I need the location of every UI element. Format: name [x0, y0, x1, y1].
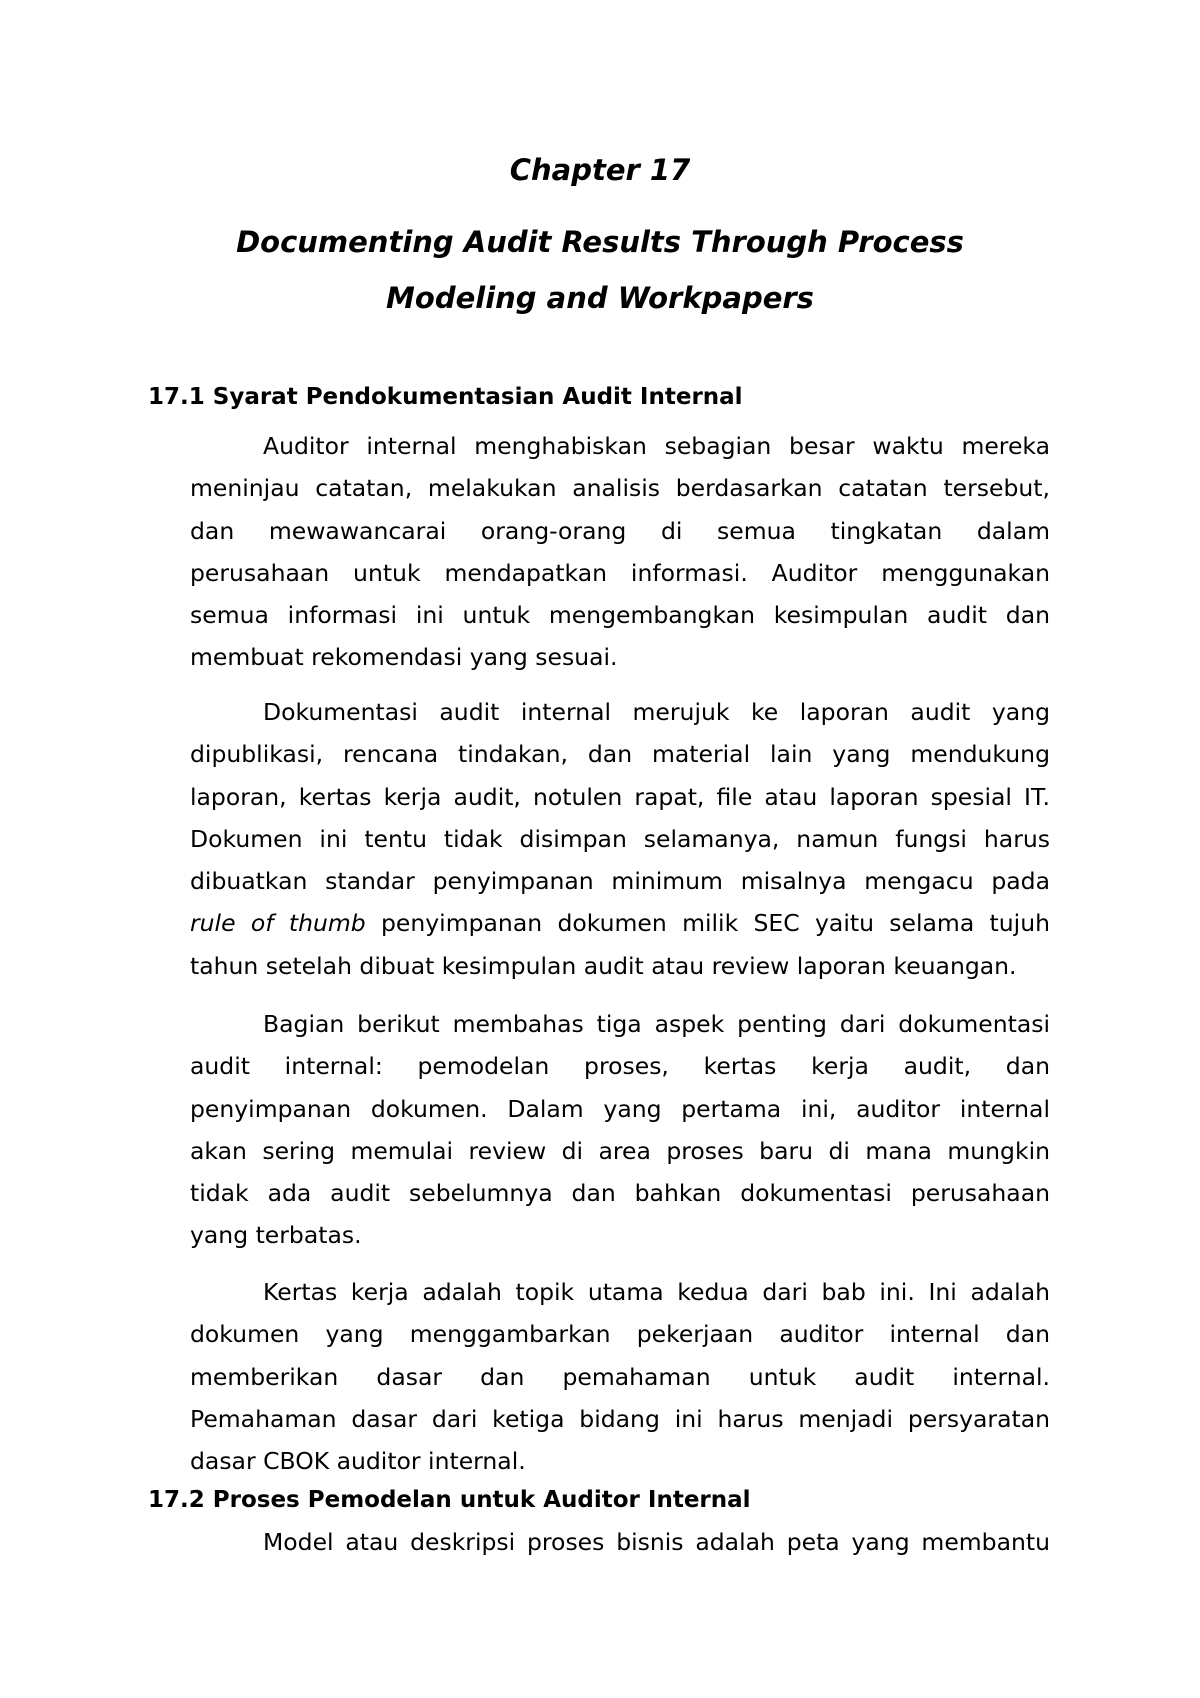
paragraph-line-rest: penyimpanan dokumen milik SEC yaitu selama tujuh: [365, 909, 1050, 938]
paragraph-line: dibuatkan standar penyimpanan minimum misalnya mengacu pada: [190, 867, 1050, 896]
paragraph-line: memberikan dasar dan pemahaman untuk audit internal.: [190, 1362, 1050, 1391]
paragraph-line: laporan, kertas kerja audit, notulen rapat, file atau laporan spesial IT.: [190, 782, 1050, 811]
paragraph-4: [190, 1271, 1050, 1482]
paragraph-line: penyimpanan dokumen. Dalam yang pertama ini, auditor internal: [190, 1094, 1050, 1123]
paragraph-line: Dokumentasi audit internal merujuk ke laporan audit yang: [263, 698, 1050, 726]
paragraph-line: audit internal: pemodelan proses, kertas kerja audit, dan: [190, 1052, 1050, 1081]
paragraph-line: Auditor internal menghabiskan sebagian besar waktu mereka: [263, 432, 1050, 460]
paragraph-line: Model atau deskripsi proses bisnis adalah peta yang membantu: [263, 1528, 1050, 1556]
paragraph-line: akan sering memulai review di area proses baru di mana mungkin: [190, 1136, 1050, 1165]
paragraph-line: tahun setelah dibuat kesimpulan audit atau review laporan keuangan.: [190, 951, 1017, 980]
section-heading-17-2: 17.2 Proses Pemodelan untuk Auditor Internal: [148, 1487, 751, 1513]
paragraph-line: Bagian berikut membahas tiga aspek penting dari dokumentasi: [263, 1010, 1050, 1038]
paragraph-line: dasar CBOK auditor internal.: [190, 1447, 526, 1476]
chapter-title-line-1: Documenting Audit Results Through Process: [236, 225, 964, 259]
paragraph-line: perusahaan untuk mendapatkan informasi. Auditor menggunakan: [190, 558, 1050, 587]
paragraph-2: [190, 691, 1050, 987]
paragraph-line: dipublikasi, rencana tindakan, dan material lain yang mendukung: [190, 740, 1050, 769]
paragraph-line: Dokumen ini tentu tidak disimpan selamanya, namun fungsi harus: [190, 824, 1050, 853]
section-heading-17-1: 17.1 Syarat Pendokumentasian Audit Internal: [148, 384, 743, 410]
chapter-title: [150, 214, 1050, 326]
paragraph-line: Kertas kerja adalah topik utama kedua dari bab ini. Ini adalah: [263, 1278, 1050, 1306]
paragraph-line: dan mewawancarai orang-orang di semua tingkatan dalam: [190, 516, 1050, 545]
paragraph-line: yang terbatas.: [190, 1221, 362, 1250]
chapter-number: Chapter 17: [509, 153, 691, 187]
paragraph-line-with-italic: [190, 902, 1050, 944]
paragraph-line: meninjau catatan, melakukan analisis berdasarkan catatan tersebut,: [190, 474, 1050, 503]
paragraph-1: [190, 425, 1050, 679]
chapter-title-line-2: Modeling and Workpapers: [386, 281, 814, 315]
paragraph-line: membuat rekomendasi yang sesuai.: [190, 643, 618, 672]
paragraph-5: [190, 1521, 1050, 1563]
paragraph-line: dokumen yang menggambarkan pekerjaan auditor internal dan: [190, 1320, 1050, 1349]
paragraph-line: tidak ada audit sebelumnya dan bahkan dokumentasi perusahaan: [190, 1179, 1050, 1208]
paragraph-3: [190, 1003, 1050, 1257]
paragraph-line: Pemahaman dasar dari ketiga bidang ini harus menjadi persyaratan: [190, 1404, 1050, 1433]
paragraph-line: semua informasi ini untuk mengembangkan kesimpulan audit dan: [190, 601, 1050, 630]
italic-term: rule of thumb: [190, 909, 366, 938]
